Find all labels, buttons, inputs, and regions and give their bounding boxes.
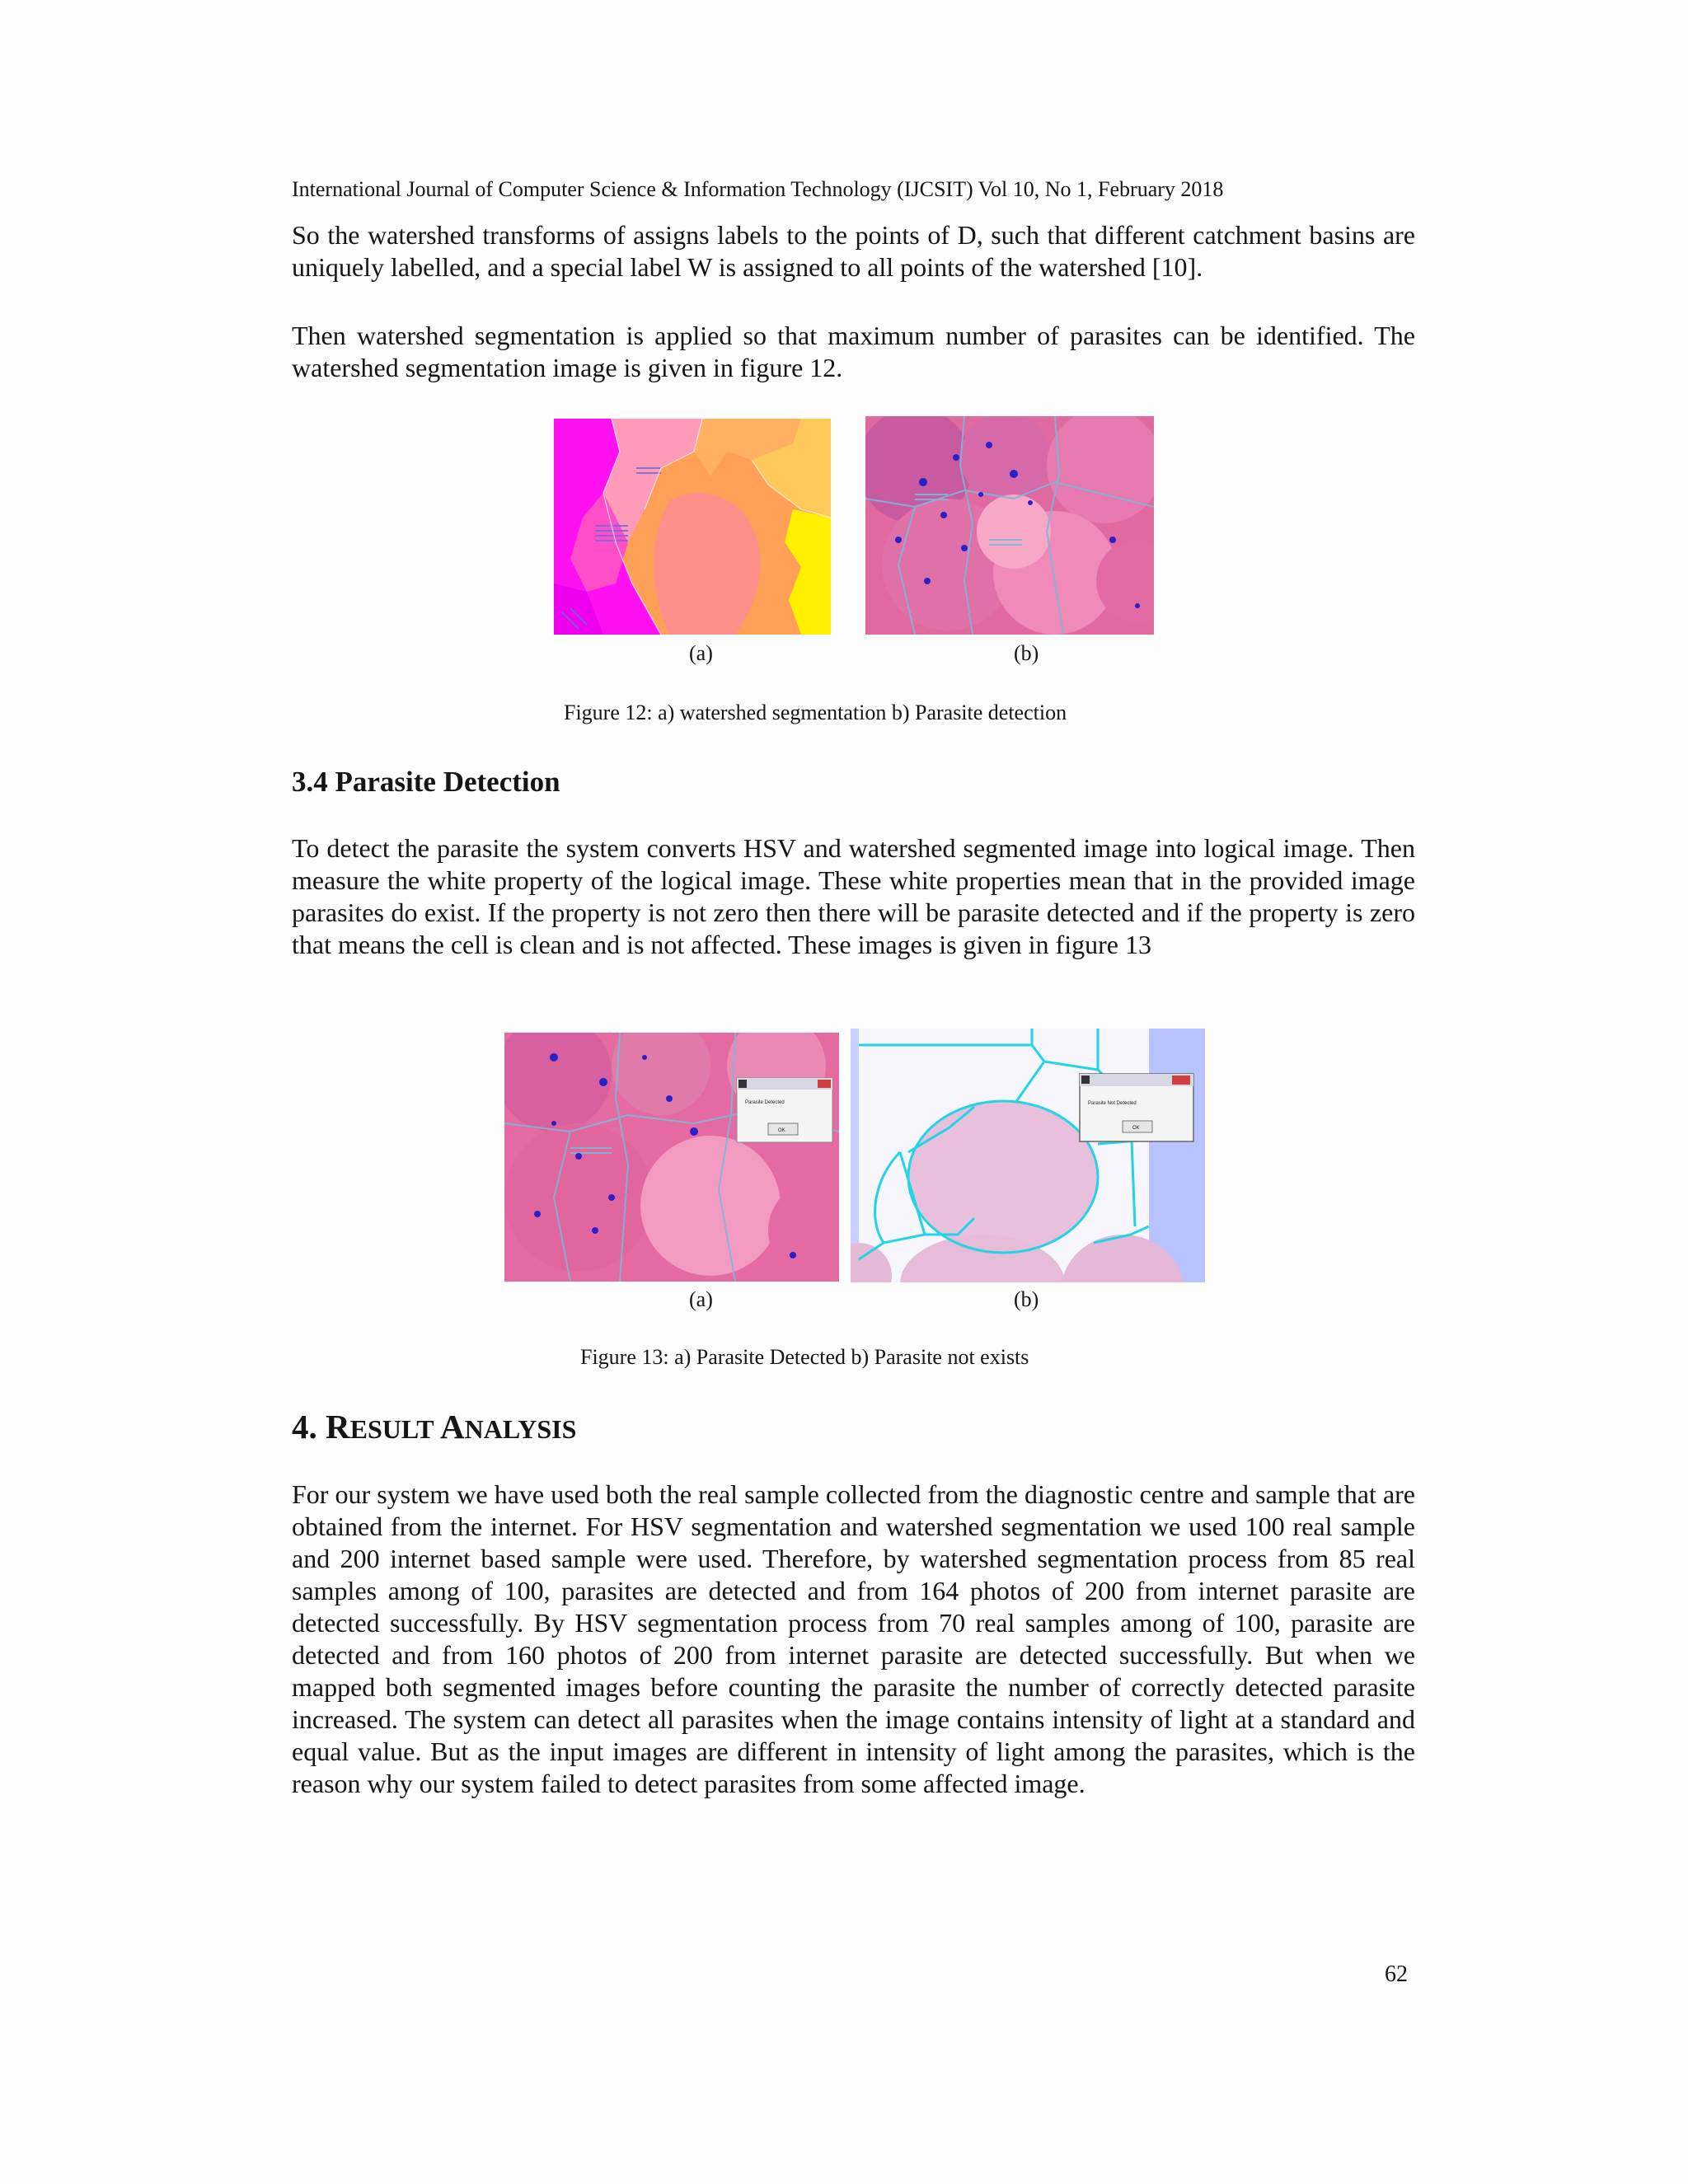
section-4-heading bbox=[292, 1406, 576, 1450]
figure-12b-parasite-detection-image bbox=[865, 416, 1154, 635]
paragraph-parasite-detection: To detect the parasite the system converts HSV and watershed segmented image into logical image. Then measure the white property of the logical image. These white properties mean that in the provided image parasites do exist. If the property is not zero then there will be parasite detected and if the property is zero that means the cell is clean and is not affected. These images is given in figure 13 bbox=[292, 833, 1415, 959]
section-4-smallcaps-esult: ESULT bbox=[349, 1414, 441, 1444]
figure-13-caption: Figure 13: a) Parasite Detected b) Parasite not exists bbox=[580, 1345, 1029, 1369]
running-header: International Journal of Computer Science & Information Technology (IJCSIT) Vol 10, No 1, February 2018 bbox=[292, 177, 1224, 201]
dialog-b-message: Parasite Not Detected bbox=[1088, 1101, 1137, 1106]
figure-12a-label: (a) bbox=[689, 641, 713, 665]
dialog-a-ok-label: OK bbox=[778, 1128, 785, 1133]
dialog-a-message: Parasite Detected bbox=[745, 1100, 785, 1105]
page-number: 62 bbox=[1385, 1961, 1408, 1987]
figure-13a-label: (a) bbox=[689, 1287, 713, 1311]
figure-12-caption: Figure 12: a) watershed segmentation b) Parasite detection bbox=[564, 701, 1067, 724]
section-4-initial-a: A bbox=[440, 1408, 465, 1446]
dialog-b-ok-label: OK bbox=[1132, 1126, 1140, 1131]
figure-13b-parasite-not-exists-image bbox=[851, 1029, 1205, 1282]
section-4-smallcaps-nalysis: NALYSIS bbox=[464, 1414, 577, 1444]
figure-13a-parasite-detected-image bbox=[504, 1033, 839, 1282]
paragraph-result-analysis: For our system we have used both the real sample collected from the diagnostic centre and sample that are obtained from the internet. For HSV segmentation and watershed segmentation we used 100 real sample and 200 internet based sample were used. Therefore, by watershed segmentation process from 85 real samples among of 100, parasites are detected and from 164 photos of 200 from internet parasite are detected successfully. By HSV segmentation process from 70 real samples among of 100, parasite are detected and from 160 photos of 200 from internet parasite are detected successfully. But when we mapped both segmented images before counting the parasite the number of correctly detected parasite increased. The system can detect all parasites when the image contains intensity of light at a standard and equal value. But as the input images are different in intensity of light among the parasites, which is the reason why our system failed to detect parasites from some affected image. bbox=[292, 1479, 1415, 1798]
section-4-number: 4. bbox=[292, 1408, 326, 1446]
figure-13b-label: (b) bbox=[1014, 1287, 1039, 1311]
figure-12b-label: (b) bbox=[1014, 641, 1039, 665]
section-4-initial-r: R bbox=[326, 1408, 350, 1446]
paragraph-watershed-applied: Then watershed segmentation is applied so that maximum number of parasites can be identified. The watershed segmentation image is given in figure 12. bbox=[292, 321, 1415, 382]
section-3-4-heading: 3.4 Parasite Detection bbox=[292, 766, 560, 798]
paragraph-watershed-labels: So the watershed transforms of assigns labels to the points of D, such that different catchment basins are uniquely labelled, and a special label W is assigned to all points of the watershed [10]. bbox=[292, 220, 1415, 282]
figure-12a-watershed-image bbox=[554, 419, 831, 635]
